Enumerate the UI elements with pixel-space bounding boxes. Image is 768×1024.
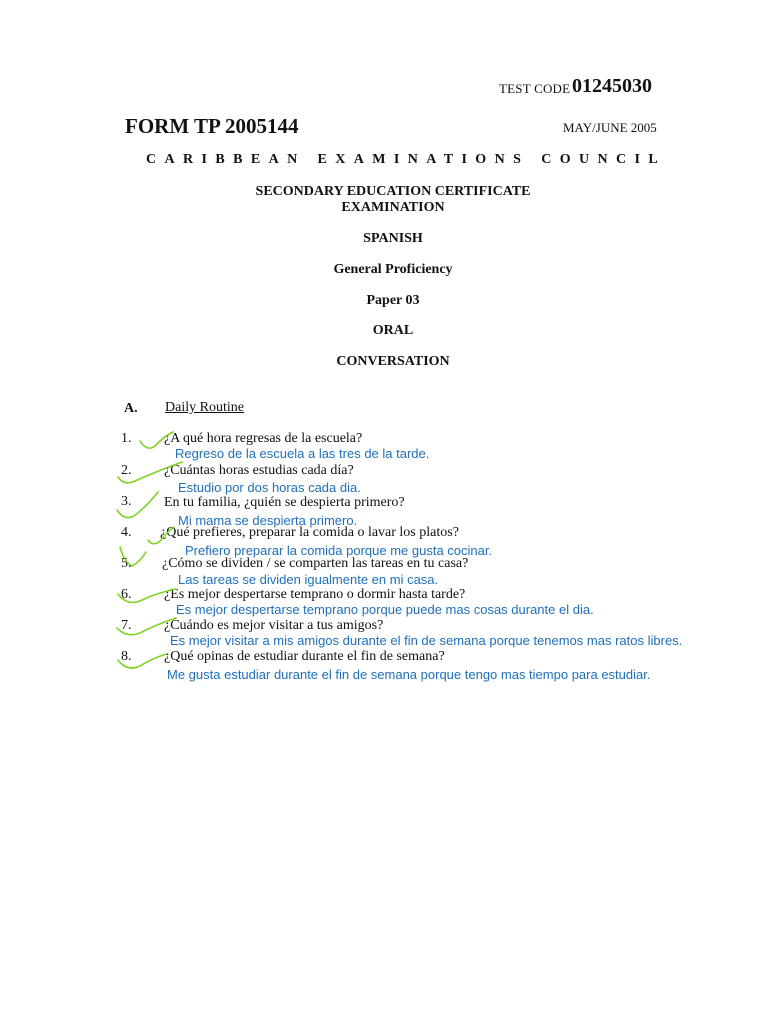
proficiency-level: General Proficiency bbox=[333, 262, 453, 277]
paper-type: ORAL bbox=[372, 323, 414, 338]
question-number: 1. bbox=[121, 431, 132, 446]
certificate-line-1: SECONDARY EDUCATION CERTIFICATE bbox=[255, 184, 531, 199]
council-name: CARIBBEAN EXAMINATIONS COUNCIL bbox=[146, 152, 667, 167]
paper-number: Paper 03 bbox=[366, 293, 420, 308]
test-code-label: TEST CODE bbox=[499, 81, 571, 96]
form-code: FORM TP 2005144 bbox=[125, 114, 299, 138]
question-number: 5. bbox=[121, 556, 132, 571]
handwritten-answer: Las tareas se dividen igualmente en mi casa. bbox=[178, 572, 439, 587]
question-text: ¿Cómo se dividen / se comparten las tareas en tu casa? bbox=[162, 556, 469, 571]
question-number: 4. bbox=[121, 525, 132, 540]
handwritten-answer: Me gusta estudiar durante el fin de semana porque tengo mas tiempo para estudiar. bbox=[167, 667, 651, 682]
section-letter: A. bbox=[124, 401, 138, 416]
handwritten-answer: Es mejor visitar a mis amigos durante el fin de semana porque tenemos mas ratos libres. bbox=[170, 633, 683, 648]
question-number: 8. bbox=[121, 649, 132, 664]
question-text: ¿Cuándo es mejor visitar a tus amigos? bbox=[164, 618, 384, 633]
question-number: 7. bbox=[121, 618, 132, 633]
question-number: 6. bbox=[121, 587, 132, 602]
question-number: 2. bbox=[121, 463, 132, 478]
question-text: ¿Qué prefieres, preparar la comida o lavar los platos? bbox=[160, 525, 459, 540]
question-text: En tu familia, ¿quién se despierta primero? bbox=[164, 495, 405, 510]
paper-section: CONVERSATION bbox=[336, 354, 450, 369]
question-number: 3. bbox=[121, 494, 132, 509]
subject-title: SPANISH bbox=[363, 231, 423, 246]
question-text: ¿Qué opinas de estudiar durante el fin de semana? bbox=[164, 649, 445, 664]
handwritten-answer: Mi mama se despierta primero. bbox=[178, 513, 358, 528]
test-code-value: 01245030 bbox=[572, 75, 652, 97]
certificate-line-2: EXAMINATION bbox=[341, 200, 445, 215]
handwritten-answer: Es mejor despertarse temprano porque puede mas cosas durante el dia. bbox=[176, 602, 594, 617]
handwritten-answer: Regreso de la escuela a las tres de la tarde. bbox=[175, 446, 430, 461]
question-text: ¿Cuántas horas estudias cada día? bbox=[164, 463, 354, 478]
question-text: ¿Es mejor despertarse temprano o dormir hasta tarde? bbox=[164, 587, 466, 602]
section-title: Daily Routine bbox=[165, 400, 244, 415]
question-text: ¿A qué hora regresas de la escuela? bbox=[164, 431, 363, 446]
handwritten-answer: Prefiero preparar la comida porque me gusta cocinar. bbox=[185, 543, 493, 558]
handwritten-answer: Estudio por dos horas cada dia. bbox=[178, 480, 361, 495]
exam-date: MAY/JUNE 2005 bbox=[563, 120, 657, 135]
